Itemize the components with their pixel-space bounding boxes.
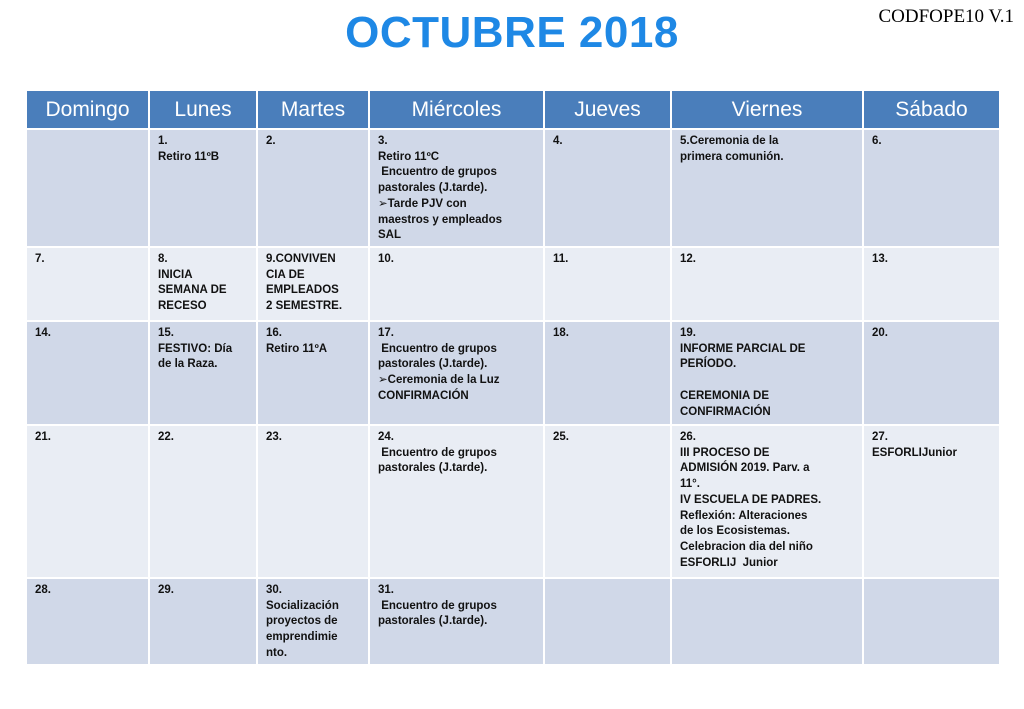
event-text: Celebracion dia del niño <box>680 540 813 553</box>
day-number: 6. <box>872 135 882 147</box>
day-number: 28. <box>35 584 51 596</box>
week-row <box>26 425 1000 578</box>
day-cell <box>544 321 671 425</box>
event-text: Encuentro de grupos <box>378 342 497 355</box>
day-cell <box>257 578 369 665</box>
event-text: CONFIRMACIÓN <box>378 389 469 402</box>
event-text: Reflexión: Alteraciones <box>680 509 808 522</box>
event-text: pastorales (J.tarde). <box>378 358 488 371</box>
event-text: Retiro 11ºC <box>378 150 440 163</box>
day-number: 24. <box>378 431 394 443</box>
day-cell <box>863 321 1000 425</box>
day-number: 17. <box>378 327 394 339</box>
day-cell <box>26 247 149 321</box>
event-text: SEMANA DE <box>158 284 227 297</box>
day-cell <box>863 247 1000 321</box>
event-text: Encuentro de grupos <box>378 446 497 459</box>
day-cell <box>671 247 863 321</box>
event-text: FESTIVO: Día <box>158 342 233 355</box>
day-cell <box>671 321 863 425</box>
day-cell <box>863 425 1000 578</box>
event-text: pastorales (J.tarde). <box>378 462 488 475</box>
day-cell <box>26 425 149 578</box>
event-text: nto. <box>266 646 288 659</box>
day-cell <box>671 425 863 578</box>
day-cell <box>369 425 544 578</box>
empty-day-cell <box>671 578 863 665</box>
empty-day-cell <box>26 129 149 247</box>
day-number: 1. <box>158 135 168 147</box>
empty-day-cell <box>863 578 1000 665</box>
day-number: 14. <box>35 327 51 339</box>
day-number: 31. <box>378 584 394 596</box>
event-text: primera comunión. <box>680 150 784 163</box>
header-martes: Martes <box>257 90 369 129</box>
day-cell <box>369 129 544 247</box>
event-text: IV ESCUELA DE PADRES. <box>680 493 822 506</box>
event-text: ➢Ceremonia de la Luz <box>378 374 500 387</box>
event-text: maestros y empleados <box>378 213 503 226</box>
day-cell <box>26 321 149 425</box>
event-text: de los Ecosistemas. <box>680 525 790 538</box>
header-sabado: Sábado <box>863 90 1000 129</box>
event-text: PERÍODO. <box>680 358 737 371</box>
event-text: SAL <box>378 229 401 242</box>
event-text: Socialización <box>266 599 339 612</box>
header-domingo: Domingo <box>26 90 149 129</box>
day-number: 11. <box>553 253 569 265</box>
event-text: de la Raza. <box>158 358 218 371</box>
event-text: CONFIRMACIÓN <box>680 405 771 418</box>
day-number: 25. <box>553 431 569 443</box>
event-text: CEREMONIA DE <box>680 389 770 402</box>
calendar-table <box>25 89 1001 666</box>
day-number: 9.CONVIVEN <box>266 253 336 265</box>
day-cell <box>369 321 544 425</box>
week-row <box>26 321 1000 425</box>
blank-line <box>680 373 854 389</box>
event-text: Retiro 11ºA <box>266 342 328 355</box>
document-code: CODFOPE10 V.1 <box>878 6 1014 27</box>
day-cell <box>544 129 671 247</box>
event-text: 2 SEMESTRE. <box>266 300 343 313</box>
event-text: ➢Tarde PJV con <box>378 197 467 210</box>
event-text: 11°. <box>680 478 700 491</box>
header-jueves: Jueves <box>544 90 671 129</box>
week-row <box>26 247 1000 321</box>
weekday-header-row <box>26 90 1000 129</box>
header-miercoles: Miércoles <box>369 90 544 129</box>
day-number: 23. <box>266 431 282 443</box>
day-cell <box>544 247 671 321</box>
day-cell <box>671 129 863 247</box>
event-text: Encuentro de grupos <box>378 599 497 612</box>
day-cell <box>149 425 257 578</box>
day-number: 12. <box>680 253 696 265</box>
day-cell <box>544 425 671 578</box>
event-text: emprendimie <box>266 631 338 644</box>
day-number: 2. <box>266 135 276 147</box>
day-number: 10. <box>378 253 394 265</box>
day-cell <box>149 321 257 425</box>
day-number: 21. <box>35 431 51 443</box>
week-row <box>26 578 1000 665</box>
event-text: ESFORLIJ Junior <box>680 556 778 569</box>
day-number: 20. <box>872 327 888 339</box>
day-cell <box>149 578 257 665</box>
day-number: 4. <box>553 135 563 147</box>
day-number: 15. <box>158 327 174 339</box>
day-number: 29. <box>158 584 174 596</box>
event-text: Encuentro de grupos <box>378 166 497 179</box>
week-row <box>26 129 1000 247</box>
day-number: 3. <box>378 135 388 147</box>
day-number: 18. <box>553 327 569 339</box>
day-cell <box>257 247 369 321</box>
page-title: OCTUBRE 2018 <box>345 8 679 57</box>
event-text: ADMISIÓN 2019. Parv. a <box>680 462 810 475</box>
day-number: 8. <box>158 253 168 265</box>
day-cell <box>257 321 369 425</box>
event-text: Retiro 11ºB <box>158 150 220 163</box>
day-number: 22. <box>158 431 174 443</box>
day-number: 7. <box>35 253 45 265</box>
day-cell <box>863 129 1000 247</box>
event-text: III PROCESO DE <box>680 446 770 459</box>
event-text: pastorales (J.tarde). <box>378 182 488 195</box>
day-cell <box>149 247 257 321</box>
event-text: RECESO <box>158 300 207 313</box>
day-number: 19. <box>680 327 696 339</box>
event-text: pastorales (J.tarde). <box>378 615 488 628</box>
event-text: INFORME PARCIAL DE <box>680 342 806 355</box>
day-cell <box>26 578 149 665</box>
day-cell <box>149 129 257 247</box>
day-number: 5.Ceremonia de la <box>680 135 779 147</box>
day-cell <box>369 578 544 665</box>
header-viernes: Viernes <box>671 90 863 129</box>
header-lunes: Lunes <box>149 90 257 129</box>
day-number: 13. <box>872 253 888 265</box>
event-text: ESFORLIJunior <box>872 446 957 459</box>
day-number: 27. <box>872 431 888 443</box>
event-text: EMPLEADOS <box>266 284 339 297</box>
empty-day-cell <box>544 578 671 665</box>
event-text: INICIA <box>158 268 193 281</box>
day-cell <box>369 247 544 321</box>
event-text: proyectos de <box>266 615 338 628</box>
day-number: 30. <box>266 584 282 596</box>
day-cell <box>257 425 369 578</box>
day-cell <box>257 129 369 247</box>
day-number: 26. <box>680 431 696 443</box>
day-number: 16. <box>266 327 282 339</box>
event-text: CIA DE <box>266 268 305 281</box>
